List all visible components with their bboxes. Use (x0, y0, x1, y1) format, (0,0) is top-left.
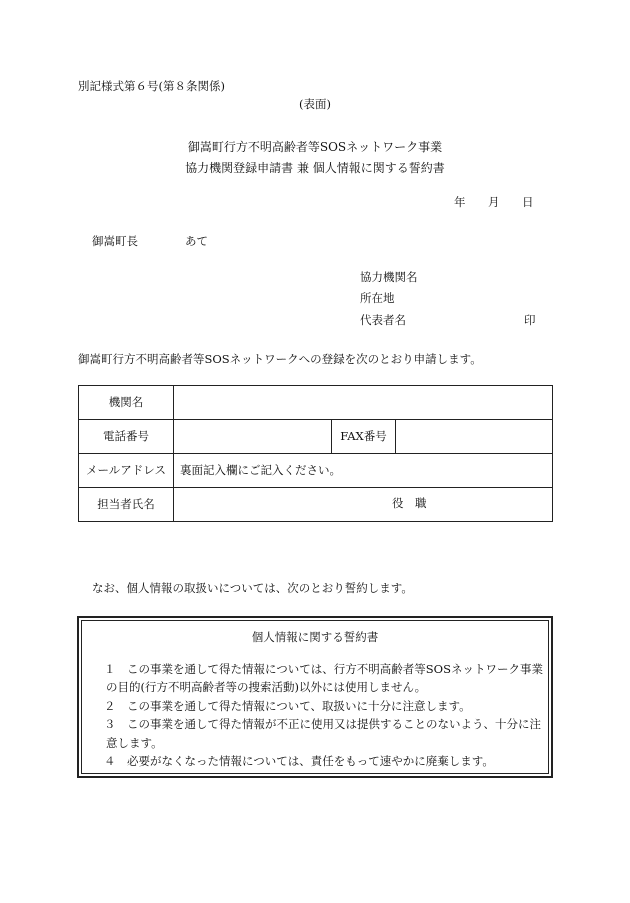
pledge-item-4: ４ 必要がなくなった情報については、責任をもって速やかに廃棄します。 (104, 754, 494, 768)
addressee-name: 御嵩町長 (92, 234, 138, 248)
pledge-item-1: １ この事業を通して得た情報については、行方不明高齢者等SOSネットワーク事業 (104, 662, 543, 676)
seal-mark: 印 (524, 313, 536, 327)
pledge-intro: なお、個人情報の取扱いについては、次のとおり誓約します。 (92, 581, 413, 595)
contact-name-label: 担当者氏名 (79, 488, 174, 522)
addressee-suffix: あて (185, 234, 208, 248)
document-title-line1: 御嵩町行方不明高齢者等SOSネットワーク事業 (187, 140, 443, 154)
pledge-item-1-continued: の目的(行方不明高齢者等の捜索活動)以外には使用しません。 (106, 680, 427, 694)
applicant-representative-label: 代表者名 (360, 313, 406, 327)
fax-field[interactable] (396, 420, 553, 454)
document-title-line2: 協力機関登録申請書 兼 個人情報に関する誓約書 (185, 161, 445, 175)
date-year-label: 年 (454, 195, 466, 209)
phone-field[interactable] (174, 420, 332, 454)
pledge-item-3-continued: 意します。 (106, 736, 163, 750)
table-row (79, 420, 553, 454)
applicant-address-label: 所在地 (360, 291, 395, 305)
agency-name-label: 機関名 (79, 386, 174, 420)
date-month-label: 月 (488, 195, 500, 209)
pledge-item-2: ２ この事業を通して得た情報について、取扱いに十分に注意します。 (104, 699, 471, 713)
table-row (79, 386, 553, 420)
pledge-box (77, 616, 553, 778)
registration-table (78, 385, 553, 522)
applicant-agency-label: 協力機関名 (360, 270, 418, 284)
application-statement: 御嵩町行方不明高齢者等SOSネットワークへの登録を次のとおり申請します。 (78, 352, 482, 366)
position-label: 役 職 (392, 496, 427, 510)
date-day-label: 日 (522, 195, 534, 209)
contact-name-field[interactable] (174, 488, 553, 522)
pledge-box-inner (81, 620, 549, 774)
side-label: (表面) (299, 97, 331, 111)
table-row (79, 454, 553, 488)
pledge-title: 個人情報に関する誓約書 (251, 630, 379, 644)
fax-label: FAX番号 (332, 420, 396, 454)
phone-label: 電話番号 (79, 420, 174, 454)
form-number: 別記様式第６号(第８条関係) (78, 79, 225, 93)
email-label: メールアドレス (79, 454, 174, 488)
table-row (79, 488, 553, 522)
email-field[interactable]: 裏面記入欄にご記入ください。 (174, 454, 553, 488)
pledge-item-3: ３ この事業を通して得た情報が不正に使用又は提供することのないよう、十分に注 (104, 717, 541, 731)
agency-name-field[interactable] (174, 386, 553, 420)
